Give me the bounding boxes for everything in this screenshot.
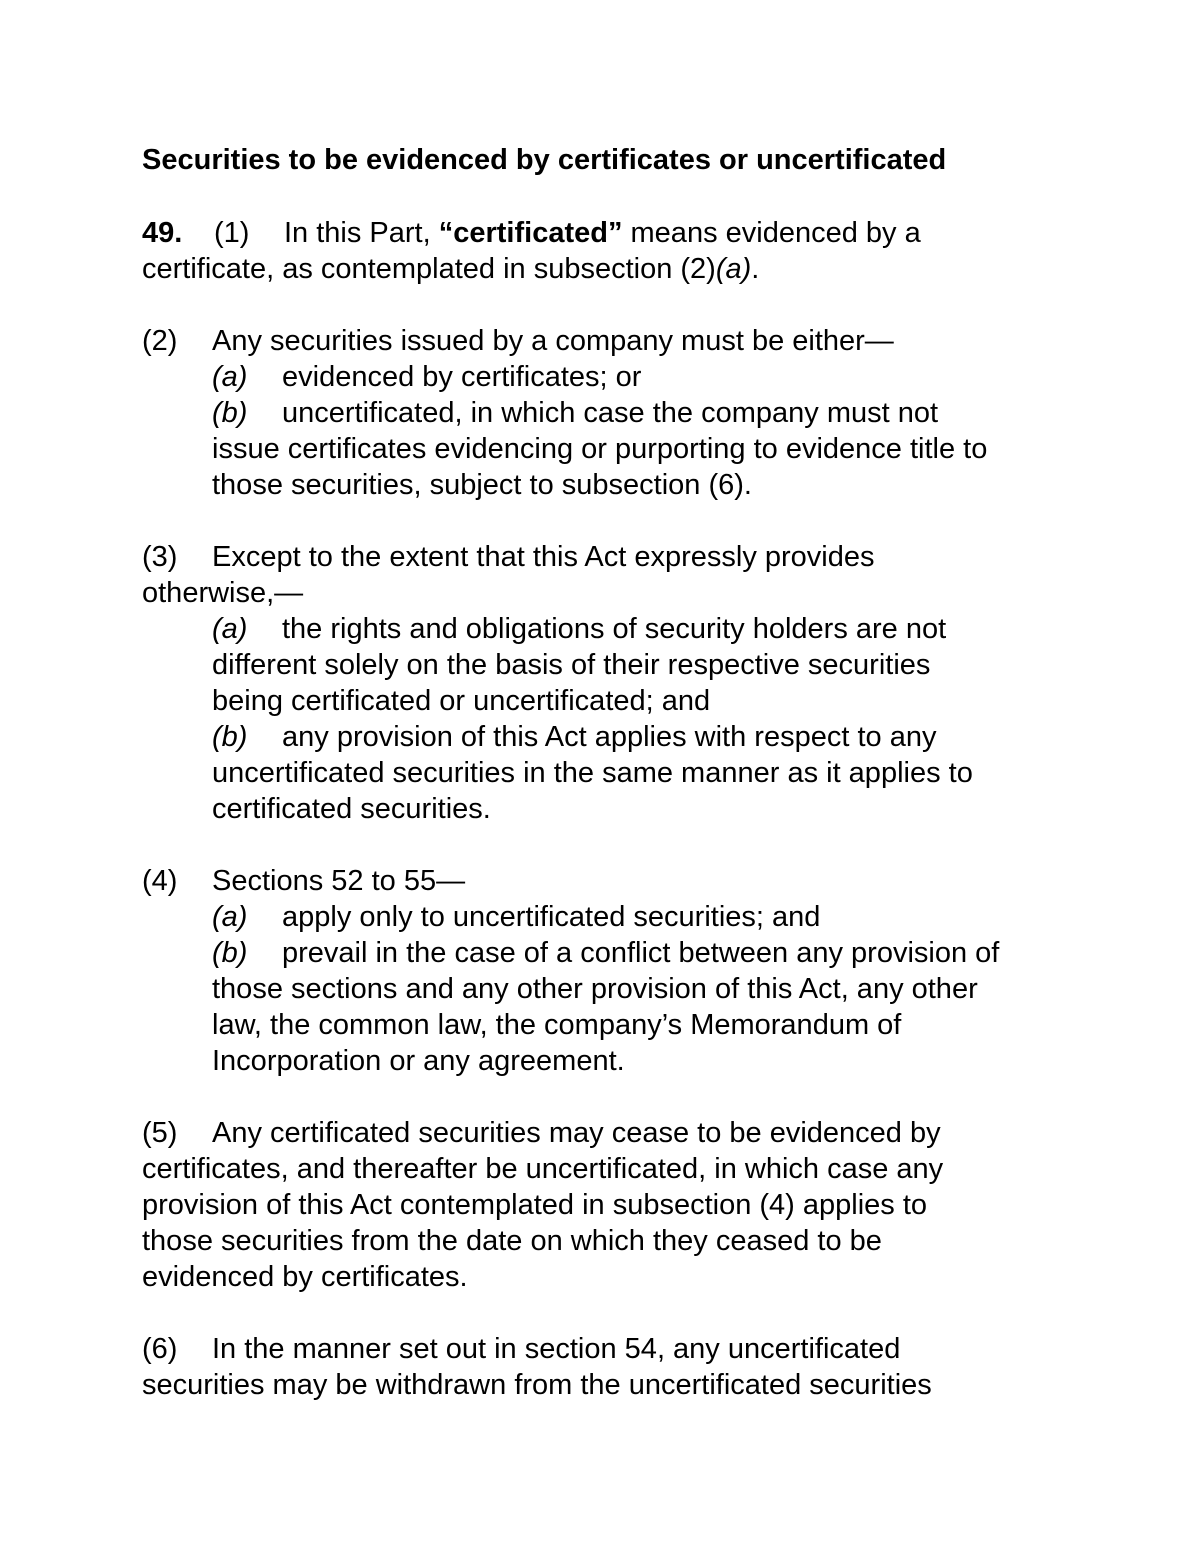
subsection-6-line-2: securities may be withdrawn from the uncertificated securities [142,1369,932,1401]
subsection-4-para-b-line-4: Incorporation or any agreement. [212,1045,625,1077]
subsection-4-intro-text: Sections 52 to 55— [212,865,466,897]
subsection-2-para-b-line-3: those securities, subject to subsection (6). [212,469,752,501]
subsection-1-line-1 [142,215,921,251]
subsection-2-para-b-line-2: issue certificates evidencing or purporting to evidence title to [212,433,988,465]
subsection-3-intro-text: Except to the extent that this Act expressly provides [212,541,875,573]
subsection-4-a-label: (a) [212,901,248,933]
subsection-5-line-1-text: Any certificated securities may cease to be evidenced by [212,1117,941,1149]
subsection-3-intro-line-1 [142,539,875,575]
subsection-1-text-after: means evidenced by a [622,217,921,249]
subsection-5-label: (5) [142,1117,178,1149]
subsection-3-b-line-1-text: any provision of this Act applies with respect to any [282,721,937,753]
subsection-4-para-a [212,899,820,935]
subsection-3-para-b-line-1 [212,719,936,755]
subsection-5-line-3: provision of this Act contemplated in subsection (4) applies to [142,1189,928,1221]
section-number: 49. [142,217,183,249]
subsection-3-a-line-1-text: the rights and obligations of security holders are not [282,613,947,645]
subsection-3-para-a-line-2: different solely on the basis of their respective securities [212,649,931,681]
subsection-1-line-2-italic: (a) [715,253,752,285]
subsection-6-label: (6) [142,1333,178,1365]
subsection-3-para-a-line-1 [212,611,946,647]
subsection-2-a-label: (a) [212,361,248,393]
subsection-1-text-before: In this Part, [284,217,439,249]
subsection-4-label: (4) [142,865,178,897]
subsection-4-b-label: (b) [212,937,248,969]
subsection-2-para-b-line-1 [212,395,938,431]
subsection-4-para-b-line-2: those sections and any other provision of this Act, any other [212,973,978,1005]
subsection-2-label: (2) [142,325,178,357]
subsection-5-line-1 [142,1115,941,1151]
subsection-2-para-a [212,359,641,395]
subsection-2-a-text: evidenced by certificates; or [282,361,642,393]
subsection-4-b-line-1-text: prevail in the case of a conflict between any provision of [282,937,1000,969]
defined-term: “certificated” [438,217,623,249]
subsection-4-para-b-line-3: law, the common law, the company’s Memorandum of [212,1009,902,1041]
subsection-6-line-1-text: In the manner set out in section 54, any uncertificated [212,1333,901,1365]
subsection-3-label: (3) [142,541,178,573]
subsection-4-intro [142,863,465,899]
subsection-6-line-1 [142,1331,900,1367]
subsection-1-line-2-end: . [751,253,760,285]
subsection-3-b-label: (b) [212,721,248,753]
subsection-2-intro [142,323,894,359]
subsection-1-label: (1) [214,217,250,249]
subsection-3-para-a-line-3: being certificated or uncertificated; and [212,685,711,717]
subsection-5-line-2: certificates, and thereafter be uncertificated, in which case any [142,1153,944,1185]
section-heading: Securities to be evidenced by certificates or uncertificated [142,144,947,176]
subsection-1-line-2 [142,251,759,287]
subsection-3-para-b-line-2: uncertificated securities in the same manner as it applies to [212,757,973,789]
subsection-5-line-4: those securities from the date on which they ceased to be [142,1225,882,1257]
subsection-2-b-line-1-text: uncertificated, in which case the company must not [282,397,939,429]
subsection-3-intro-line-2: otherwise,— [142,577,304,609]
subsection-4-para-b-line-1 [212,935,999,971]
subsection-3-para-b-line-3: certificated securities. [212,793,491,825]
subsection-3-a-label: (a) [212,613,248,645]
subsection-2-intro-text: Any securities issued by a company must be either— [212,325,894,357]
subsection-4-a-text: apply only to uncertificated securities; and [282,901,821,933]
subsection-5-line-5: evidenced by certificates. [142,1261,468,1293]
subsection-2-b-label: (b) [212,397,248,429]
subsection-1-line-2-text: certificate, as contemplated in subsection (2) [142,253,716,285]
